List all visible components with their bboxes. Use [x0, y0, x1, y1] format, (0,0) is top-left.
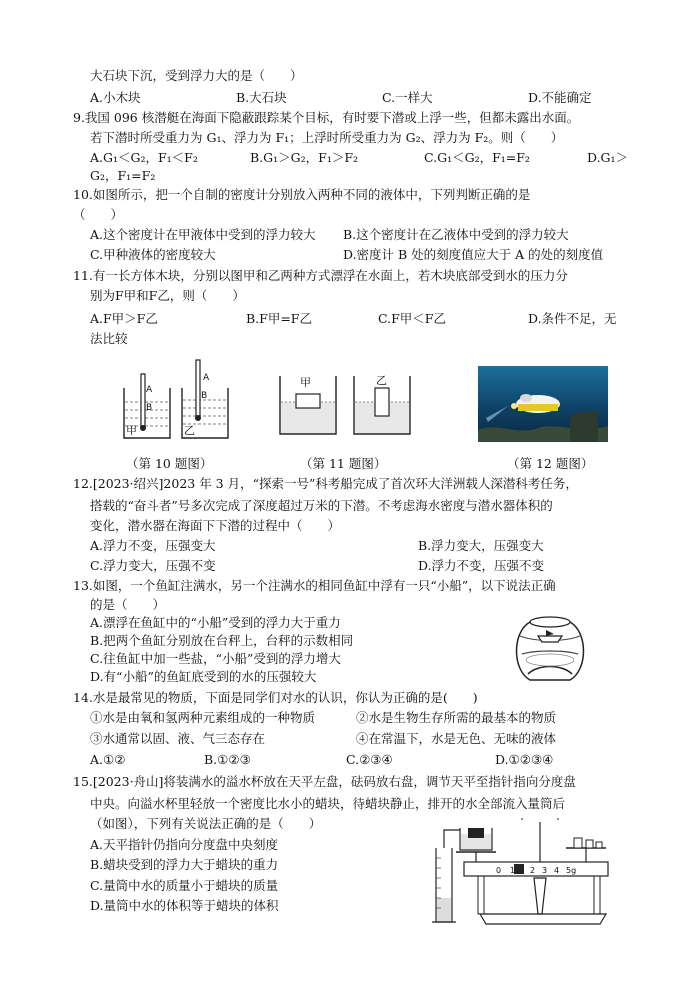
- q12-stem-3: 变化，潜水器在海面下下潜的过程中（ ）: [90, 518, 341, 533]
- q8-option-d: D.不能确定: [528, 90, 592, 105]
- q11-option-b: B.F甲=F乙: [246, 311, 312, 326]
- q8-option-b: B.大石块: [236, 90, 287, 105]
- q14-statement-2: ②水是生物生存所需的最基本的物质: [356, 710, 557, 725]
- q9-stem-1: 9.我国 096 核潜艇在海面下隐蔽跟踪某个目标，有时要下潜或上浮一些，但都未露出水面。: [73, 110, 580, 125]
- q15-stem-3: （如图），下列有关说法正确的是（ ）: [90, 816, 322, 831]
- q15-option-d: D.量筒中水的体积等于蜡块的体积: [90, 898, 279, 913]
- q9-option-d: D.G₁＞: [587, 150, 629, 165]
- q14-option-c: C.②③④: [346, 752, 393, 767]
- q13-stem-2: 的是（ ）: [90, 597, 166, 612]
- q15-option-b: B.蜡块受到的浮力大于蜡块的重力: [90, 857, 279, 872]
- q11-stem-2: 别为F甲和F乙，则（ ）: [90, 288, 245, 303]
- figure-15-balance: [430, 818, 614, 930]
- caption-fig-11: （第 11 题图）: [300, 456, 387, 471]
- q12-stem-2: 搭载的“奋斗者”号多次完成了深度超过万米的下潜。不考虑海水密度与潜水器体积的: [90, 498, 553, 513]
- q8-option-c: C.一样大: [382, 90, 433, 105]
- q15-stem-1: 15.[2023·舟山]将装满水的溢水杯放在天平左盘，砝码放右盘，调节天平至指针指向分度盘: [73, 774, 576, 789]
- q14-option-a: A.①②: [90, 752, 126, 767]
- q11-option-c: C.F甲＜F乙: [378, 311, 446, 326]
- q10-option-b: B.这个密度计在乙液体中受到的浮力较大: [343, 227, 569, 242]
- label-yi-11: 乙: [376, 374, 387, 387]
- q13-option-a: A.漂浮在鱼缸中的“小船”受到的浮力大于重力: [90, 615, 341, 630]
- label-yi: 乙: [184, 424, 195, 437]
- q12-option-b: B.浮力变大，压强变大: [418, 538, 544, 553]
- q15-stem-2: 中央。向溢水杯里轻放一个密度比水小的蜡块，待蜡块静止，排开的水全部流入量筒后: [90, 796, 566, 811]
- q11-option-d-cont: 法比较: [90, 331, 128, 346]
- q14-option-b: B.①②③: [204, 752, 251, 767]
- scale-tick-0: 0: [496, 866, 502, 875]
- scale-tick-3: 3: [542, 866, 548, 875]
- q8-stem: 大石块下沉，受到浮力大的是（ ）: [90, 68, 303, 83]
- q10-option-c: C.甲种液体的密度较大: [90, 247, 216, 262]
- label-jia-11: 甲: [300, 376, 311, 389]
- q13-option-b: B.把两个鱼缸分别放在台秤上，台秤的示数相同: [90, 633, 354, 648]
- q11-option-a: A.F甲＞F乙: [90, 311, 158, 326]
- figure-12-submersible-photo: [478, 366, 608, 442]
- q12-option-d: D.浮力不变，压强不变: [418, 558, 545, 573]
- q12-option-a: A.浮力不变，压强变大: [90, 538, 216, 553]
- q11-stem-1: 11.有一长方体木块，分别以图甲和乙两种方式漂浮在水面上，若木块底部受到水的压力分: [73, 268, 568, 283]
- caption-fig-10: （第 10 题图）: [126, 456, 213, 471]
- q14-stem: 14.水是最常见的物质，下面是同学们对水的认识，你认为正确的是( ): [73, 690, 478, 705]
- q13-option-c: C.往鱼缸中加一些盐，“小船”受到的浮力增大: [90, 651, 341, 666]
- q9-stem-2: 若下潜时所受重力为 G₁、浮力为 F₁；上浮时所受重力为 G₂、浮力为 F₂。则（ ）: [90, 130, 564, 145]
- q13-option-d: D.有“小船”的鱼缸底受到的水的压强较大: [90, 669, 317, 684]
- label-jia: 甲: [126, 424, 137, 437]
- q10-stem-2: （ ）: [73, 207, 124, 222]
- q10-option-a: A.这个密度计在甲液体中受到的浮力较大: [90, 227, 316, 242]
- label-b2: B: [201, 391, 208, 401]
- q10-option-d: D.密度计 B 处的刻度值应大于 A 的处的刻度值: [343, 247, 604, 262]
- q9-option-a: A.G₁＜G₂，F₁＜F₂: [90, 150, 198, 165]
- q15-option-c: C.量筒中水的质量小于蜡块的质量: [90, 878, 279, 893]
- figure-10-density-meters: [118, 358, 236, 440]
- q12-option-c: C.浮力变大，压强不变: [90, 558, 216, 573]
- label-b: B: [146, 403, 153, 413]
- q11-option-d: D.条件不足，无: [528, 311, 617, 326]
- q9-option-c: C.G₁＜G₂，F₁=F₂: [424, 150, 530, 165]
- label-a2: A: [203, 373, 210, 383]
- q14-option-d: D.①②③④: [495, 752, 554, 767]
- scale-tick-2: 2: [530, 866, 536, 875]
- label-a: A: [146, 385, 153, 395]
- figure-11-wood-blocks: [278, 370, 418, 440]
- q15-option-a: A.天平指针仍指向分度盘中央刻度: [90, 837, 279, 852]
- q9-option-b: B.G₁＞G₂，F₁＞F₂: [250, 150, 359, 165]
- caption-fig-12: （第 12 题图）: [507, 456, 594, 471]
- q14-statement-4: ④在常温下，水是无色、无味的液体: [356, 731, 557, 746]
- scale-tick-4: 4: [554, 866, 560, 875]
- q9-option-d-cont: G₂，F₁=F₂: [90, 168, 156, 183]
- q14-statement-3: ③水通常以固、液、气三态存在: [90, 731, 266, 746]
- q8-option-a: A.小木块: [90, 90, 141, 105]
- q10-stem-1: 10.如图所示，把一个自制的密度计分别放入两种不同的液体中，下列判断正确的是: [73, 187, 531, 202]
- q13-stem-1: 13.如图，一个鱼缸注满水，另一个注满水的相同鱼缸中浮有一只“小船”，以下说法正确: [73, 578, 556, 593]
- q14-statement-1: ①水是由氧和氢两种元素组成的一种物质: [90, 710, 316, 725]
- scale-tick-1: 1: [510, 866, 516, 875]
- scale-tick-5g: 5g: [566, 866, 577, 875]
- figure-13-fish-bowl: [512, 614, 588, 686]
- q12-stem-1: 12.[2023·绍兴]2023 年 3 月，“探索一号”科考船完成了首次环大洋洲载人深潜科考任务，: [73, 476, 578, 491]
